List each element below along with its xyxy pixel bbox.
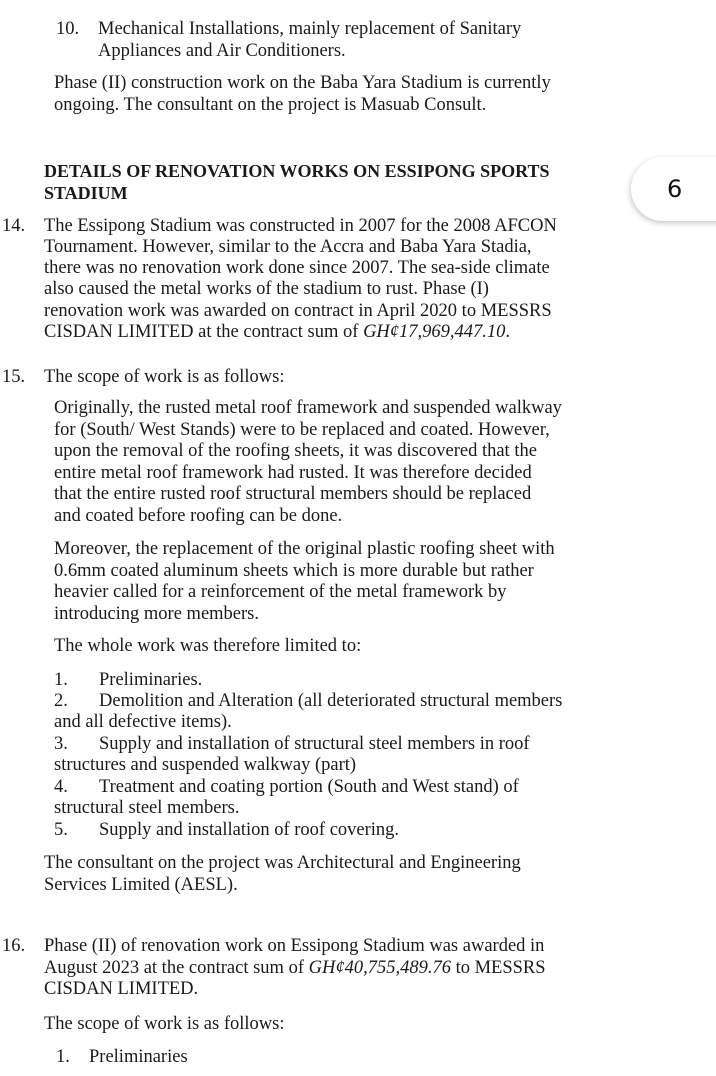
list-item-text: structural steel members.	[54, 798, 240, 818]
paragraph-line: 0.6mm coated aluminum sheets which is more durable but rather	[54, 561, 534, 581]
contract-amount: GH¢17,969,447.10	[363, 322, 506, 342]
list-item-text: Appliances and Air Conditioners.	[98, 41, 346, 61]
paragraph-line: introducing more members.	[54, 604, 259, 624]
text-run: August 2023 at the contract sum of	[44, 958, 309, 978]
list-item-text: and all defective items).	[54, 712, 232, 732]
list-item-text: Mechanical Installations, mainly replacement of Sanitary	[98, 19, 522, 39]
list-number: 1.	[54, 670, 68, 690]
paragraph-line: entire metal roof framework had rusted. It was therefore decided	[54, 463, 532, 483]
list-item-text: Treatment and coating portion (South and West stand) of	[99, 777, 519, 797]
paragraph-line: Originally, the rusted metal roof framework and suspended walkway	[54, 398, 562, 418]
paragraph-line: Moreover, the replacement of the original plastic roofing sheet with	[54, 539, 555, 559]
paragraph-number: 16.	[2, 936, 26, 956]
list-item-text: Supply and installation of roof covering.	[99, 820, 400, 840]
list-item-text: Demolition and Alteration (all deteriorated structural members	[99, 691, 563, 711]
list-number: 5.	[54, 820, 68, 840]
paragraph-line: Phase (II) construction work on the Baba Yara Stadium is currently	[54, 73, 551, 93]
list-item-text: Preliminaries.	[99, 670, 203, 690]
paragraph-line: that the entire rusted roof structural members should be replaced	[54, 484, 532, 504]
list-number: 4.	[54, 777, 68, 797]
paragraph-line: also caused the metal works of the stadium to rust. Phase (I)	[44, 279, 489, 299]
paragraph-line: The Essipong Stadium was constructed in 2007 for the 2008 AFCON	[44, 216, 557, 236]
list-item-text: structures and suspended walkway (part)	[54, 755, 357, 775]
list-number: 10.	[56, 19, 80, 39]
list-item-text: Preliminaries	[89, 1047, 188, 1067]
paragraph-line	[44, 958, 546, 980]
paragraph-number: 14.	[2, 216, 26, 236]
paragraph-line	[44, 322, 510, 344]
paragraph-line: The scope of work is as follows:	[44, 1014, 285, 1034]
paragraph-line: The consultant on the project was Architectural and Engineering	[44, 853, 521, 873]
paragraph-line: for (South/ West Stands) were to be replaced and coated. However,	[54, 420, 550, 440]
paragraph-line: CISDAN LIMITED.	[44, 979, 199, 999]
section-heading: STADIUM	[44, 183, 128, 203]
text-run: to MESSRS	[450, 958, 546, 978]
paragraph-line: Services Limited (AESL).	[44, 875, 238, 895]
paragraph-line: Phase (II) of renovation work on Essipong Stadium was awarded in	[44, 936, 545, 956]
contract-amount: GH¢40,755,489.76	[308, 958, 451, 978]
paragraph-line: heavier called for a reinforcement of the metal framework by	[54, 582, 507, 602]
section-heading: DETAILS OF RENOVATION WORKS ON ESSIPONG SPORTS	[44, 161, 550, 181]
page-number-badge[interactable]	[631, 157, 716, 221]
list-number: 3.	[54, 734, 68, 754]
list-number: 2.	[54, 691, 68, 711]
text-run: CISDAN LIMITED at the contract sum of	[44, 322, 364, 342]
list-item-text: Supply and installation of structural steel members in roof	[99, 734, 530, 754]
paragraph-line: ongoing. The consultant on the project is Masuab Consult.	[54, 95, 487, 115]
paragraph-line: there was no renovation work done since 2007. The sea-side climate	[44, 258, 550, 278]
paragraph-line: The scope of work is as follows:	[44, 367, 285, 387]
paragraph-number: 15.	[2, 367, 26, 387]
paragraph-line: The whole work was therefore limited to:	[54, 636, 362, 656]
list-number: 1.	[56, 1047, 70, 1067]
text-run: .	[505, 322, 511, 342]
page-number: 6	[667, 175, 683, 203]
paragraph-line: renovation work was awarded on contract in April 2020 to MESSRS	[44, 301, 552, 321]
paragraph-line: and coated before roofing can be done.	[54, 506, 343, 526]
paragraph-line: upon the removal of the roofing sheets, it was discovered that the	[54, 441, 537, 461]
paragraph-line: Tournament. However, similar to the Accra and Baba Yara Stadia,	[44, 237, 532, 257]
